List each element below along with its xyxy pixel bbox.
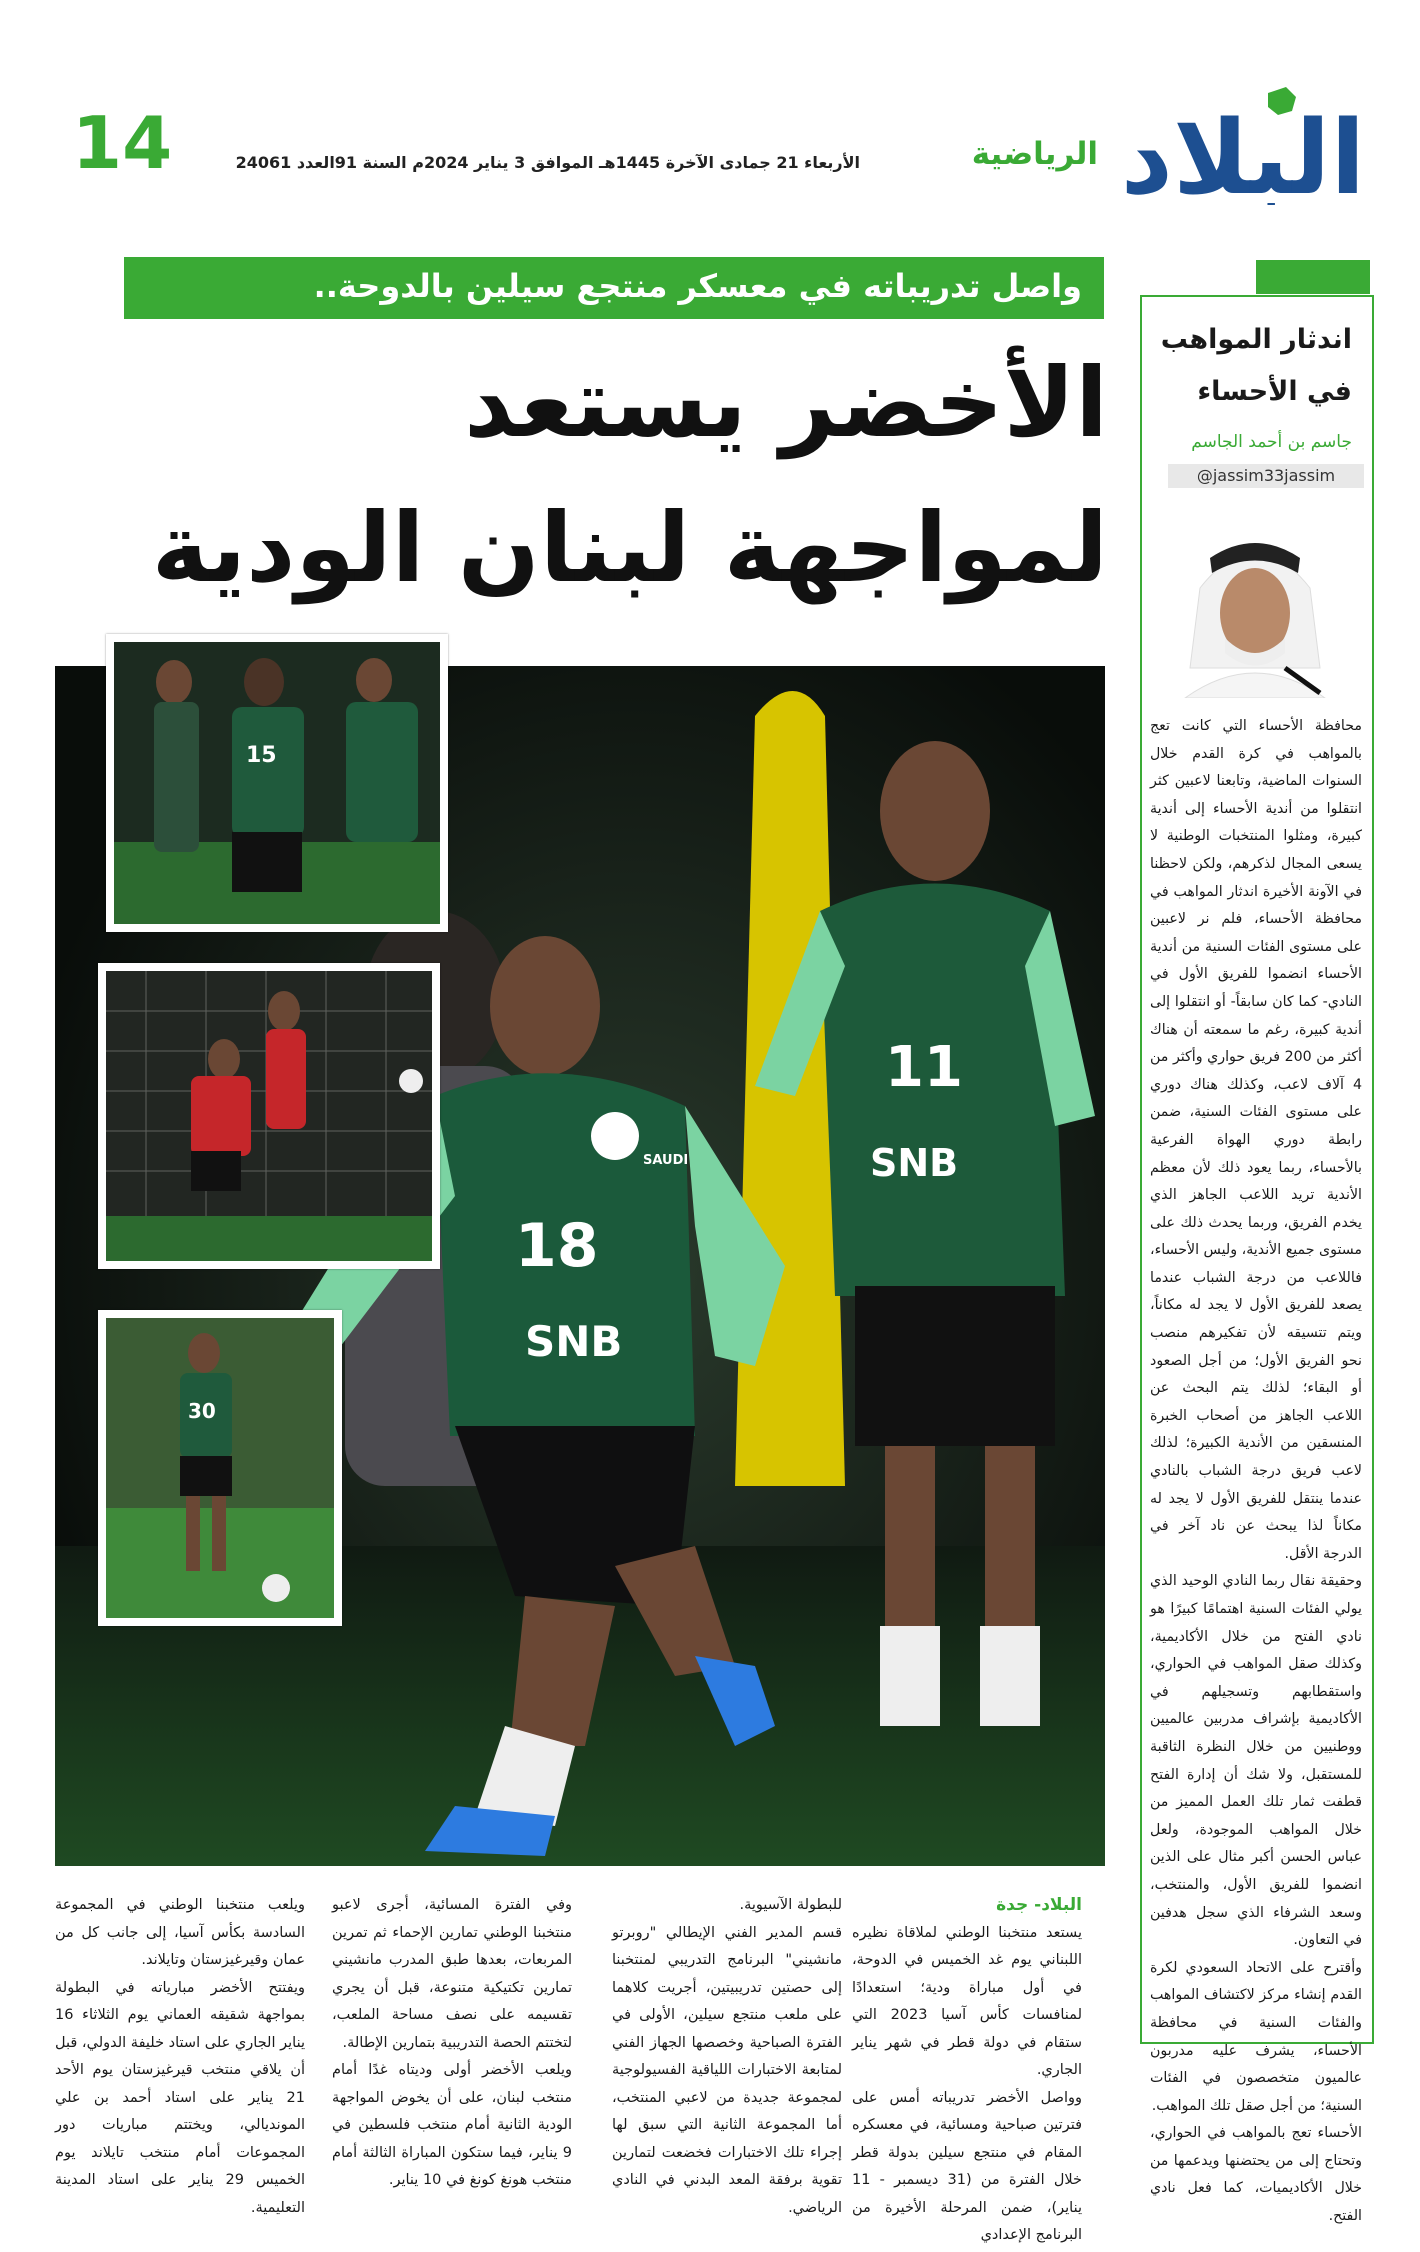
column-title <box>1142 314 1352 418</box>
kicker: واصل تدريباته في معسكر منتجع سيلين بالدوحة.. <box>313 267 1082 305</box>
article-paragraph: ويلعب الأخضر أولى وديتاه غدًا أمام منتخب لبنان، على أن يخوض المواجهة الودية الثانية أمام منتخب فلسطين في 9 يناير، فيما ستكون المباراة الثالثة أمام منتخب هونغ كونغ في 10 يناير. <box>332 2062 572 2188</box>
jersey-number-back: 11 <box>885 1035 963 1100</box>
jersey-number-front: 18 <box>515 1211 599 1281</box>
kicker-bar <box>124 257 1104 319</box>
article-column-2 <box>612 1892 842 2222</box>
column-paragraph: وحقيقة نقال ربما النادي الوحيد الذي يولي الفئات السنية اهتمامًا كبيرًا هو نادي الفتح من خلال الأكاديمية، وكذلك صقل المواهب في الحواري، واستقطابهم وتسجيلهم في الأكاديمية بإشراف مدربين عالميين ووطنيين من خلال النظرة الثاقبة للمستقبل، ولا شك أن إدارة الفتح قطفت ثمار تلك العمل المميز من خلال المواهب الموجودة، ولعل عباس الحسن أكبر مثال على الذين انضموا للفريق الأول، والمنتخب، وسعد الشرفاء الذي سجل هدفين في التعاون. <box>1150 1573 1362 1949</box>
inset-photo-1 <box>106 634 448 932</box>
article-byline: البلاد- جدة <box>996 1895 1082 1915</box>
badge-text: SAUDI <box>643 1153 689 1168</box>
logo-wordmark: البلاد <box>1120 99 1366 205</box>
columnist-photo <box>1180 518 1330 698</box>
article-paragraph: يستعد منتخبنا الوطني لملاقاة نظيره اللبناني يوم غد الخميس في الدوحة، في أول مباراة ودية؛ استعدادًا لمنافسات كأس آسيا 2023 التي ستقام في دولة قطر في شهر يناير الجاري. <box>852 1924 1082 2078</box>
article-column-4 <box>55 1892 305 2222</box>
article-paragraph: وواصل الأخضر تدريباته أمس على فترتين صباحية ومسائية، في معسكره المقام في منتجع سيلين بدولة قطر خلال الفترة من (31 ديسمبر - 11 يناير)، ضمن المرحلة الأخيرة من البرنامج الإعدادي <box>852 2089 1082 2243</box>
article-column-3 <box>332 1892 572 2195</box>
article-paragraph: وفي الفترة المسائية، أجرى لاعبو منتخبنا الوطني تمارين الإحماء ثم تمرين المربعات، بعدها طبق المدرب مانشيني تمارين تكتيكية متنوعة، قبل أن يجري تقسيمه على نصف مساحة الملعب، لتختتم الحصة التدريبية بتمارين الإطالة. <box>332 1897 572 2051</box>
sponsor-front: SNB <box>525 1317 623 1366</box>
newspaper-logo <box>1118 85 1368 205</box>
article-paragraph: ويلعب منتخبنا الوطني في المجموعة السادسة بكأس آسيا، إلى جانب كل من عمان وقيرغيزستان وتايلاند. <box>55 1897 305 1968</box>
column-handle: @jassim33jassim <box>1168 464 1364 488</box>
column-title-line-2: في الأحساء <box>1197 376 1352 407</box>
column-paragraph: وأقترح على الاتحاد السعودي لكرة القدم إنشاء مركز لاكتشاف المواهب والفئات السنية في محافظة الأحساء، يشرف عليه مدربون عالميون متخصصون في الفئات السنية؛ من أجل صقل تلك المواهب. <box>1150 1959 1362 2114</box>
column-title-line-1: اندثار المواهب <box>1160 324 1352 355</box>
column-paragraph: الأحساء تعج بالمواهب في الحواري، وتحتاج إلى من يحتضنها ويدعمها من خلال الأكاديميات، كما فعل نادي الفتح. <box>1150 2125 1362 2225</box>
column-body <box>1150 713 1362 2231</box>
sponsor-back: SNB <box>870 1141 959 1185</box>
column-paragraph: محافظة الأحساء التي كانت تعج بالمواهب في كرة القدم خلال السنوات الماضية، وتابعنا لاعبين كثر انتقلوا من أندية الأحساء إلى أندية كبيرة، ومثلوا المنتخبات الوطنية لا يسعى المجال لذكرهم، ولكن لاحظنا في الآونة الأخيرة اندثار المواهب في محافظة الأحساء، فلم نر لاعبين على مستوى الفئات السنية من أندية الأحساء انضموا للفريق الأول في النادي- كما كان سابقاً- أو انتقلوا إلى أندية كبيرة، رغم ما سمعته أن هناك أكثر من 200 فريق حواري وأكثر من 4 آلاف لاعب، وكذلك هناك دوري على مستوى الفئات السنية، ضمن رابطة دوري الهواة الفرعية بالأحساء، ربما يعود ذلك لأن معظم الأندية تريد اللاعب الجاهز الذي يخدم الفريق، وربما يحدث ذلك على مستوى جميع الأندية، وليس الأحساء، فاللاعب من درجة الشباب عندما يصعد للفريق الأول لا يجد له مكاناً، ويتم تتسيقه لأن تفكيرهم منصب نحو الفريق الأول؛ من أجل الصعود أو البقاء؛ لذلك يتم البحث عن اللاعب الجاهز من أصحاب الخبرة المنسقين من الأندية الكبيرة؛ لذلك لاعب فريق درجة الشباب بالنادي عندما ينتقل للفريق الأول لا يجد له مكاناً لذا يبحث عن ناد آخر في الدرجة الأقل. <box>1150 718 1362 1562</box>
page-number: 14 <box>72 101 173 185</box>
inset-photo-3 <box>98 1310 342 1626</box>
inset1-jersey-number: 15 <box>246 743 277 768</box>
column-author: جاسم بن أحمد الجاسم <box>1191 432 1352 452</box>
dateline: الأربعاء 21 جمادى الآخرة 1445هـ الموافق 3 يناير 2024م السنة 91العدد 24061 <box>235 153 860 172</box>
article-paragraph: ويفتتح الأخضر مبارياته في البطولة بمواجهة شقيقه العماني يوم الثلاثاء 16 يناير الجاري على استاد خليفة الدولي، قبل أن يلاقي منتخب قيرغيزستان يوم الأحد 21 يناير على استاد أحمد بن علي المونديالي، ويختتم مباريات دور المجموعات أمام منتخب تايلاند يوم الخميس 29 يناير على استاد المدينة التعليمية. <box>55 1979 305 2216</box>
headline-line-1: الأخضر يستعد <box>464 347 1108 459</box>
inset3-jersey-number: 30 <box>188 1399 216 1423</box>
article-column-1 <box>852 1892 1082 2250</box>
inset-photo-2 <box>98 963 440 1269</box>
section-name: الرياضية <box>971 136 1098 172</box>
headline-line-2: لمواجهة لبنان الودية <box>151 492 1108 604</box>
article-paragraph: قسم المدير الفني الإيطالي "روبرتو مانشيني" البرنامج التدريبي لمنتخبنا إلى حصتين تدريبيتين، أجريت كلاهما على ملعب منتجع سيلين، الأولى في الفترة الصباحية وخصصها الجهاز الفني لمتابعة الاختبارات اللياقية الفسيولوجية لمجموعة جديدة من لاعبي المنتخب، أما المجموعة الثانية التي سبق لها إجراء تلك الاختبارات فخضعت لتمارين تقوية برفقة المعد البدني في النادي الرياضي. <box>612 1924 842 2216</box>
article-paragraph: للبطولة الآسيوية. <box>739 1897 842 1913</box>
column-tab-bar <box>1256 260 1370 294</box>
